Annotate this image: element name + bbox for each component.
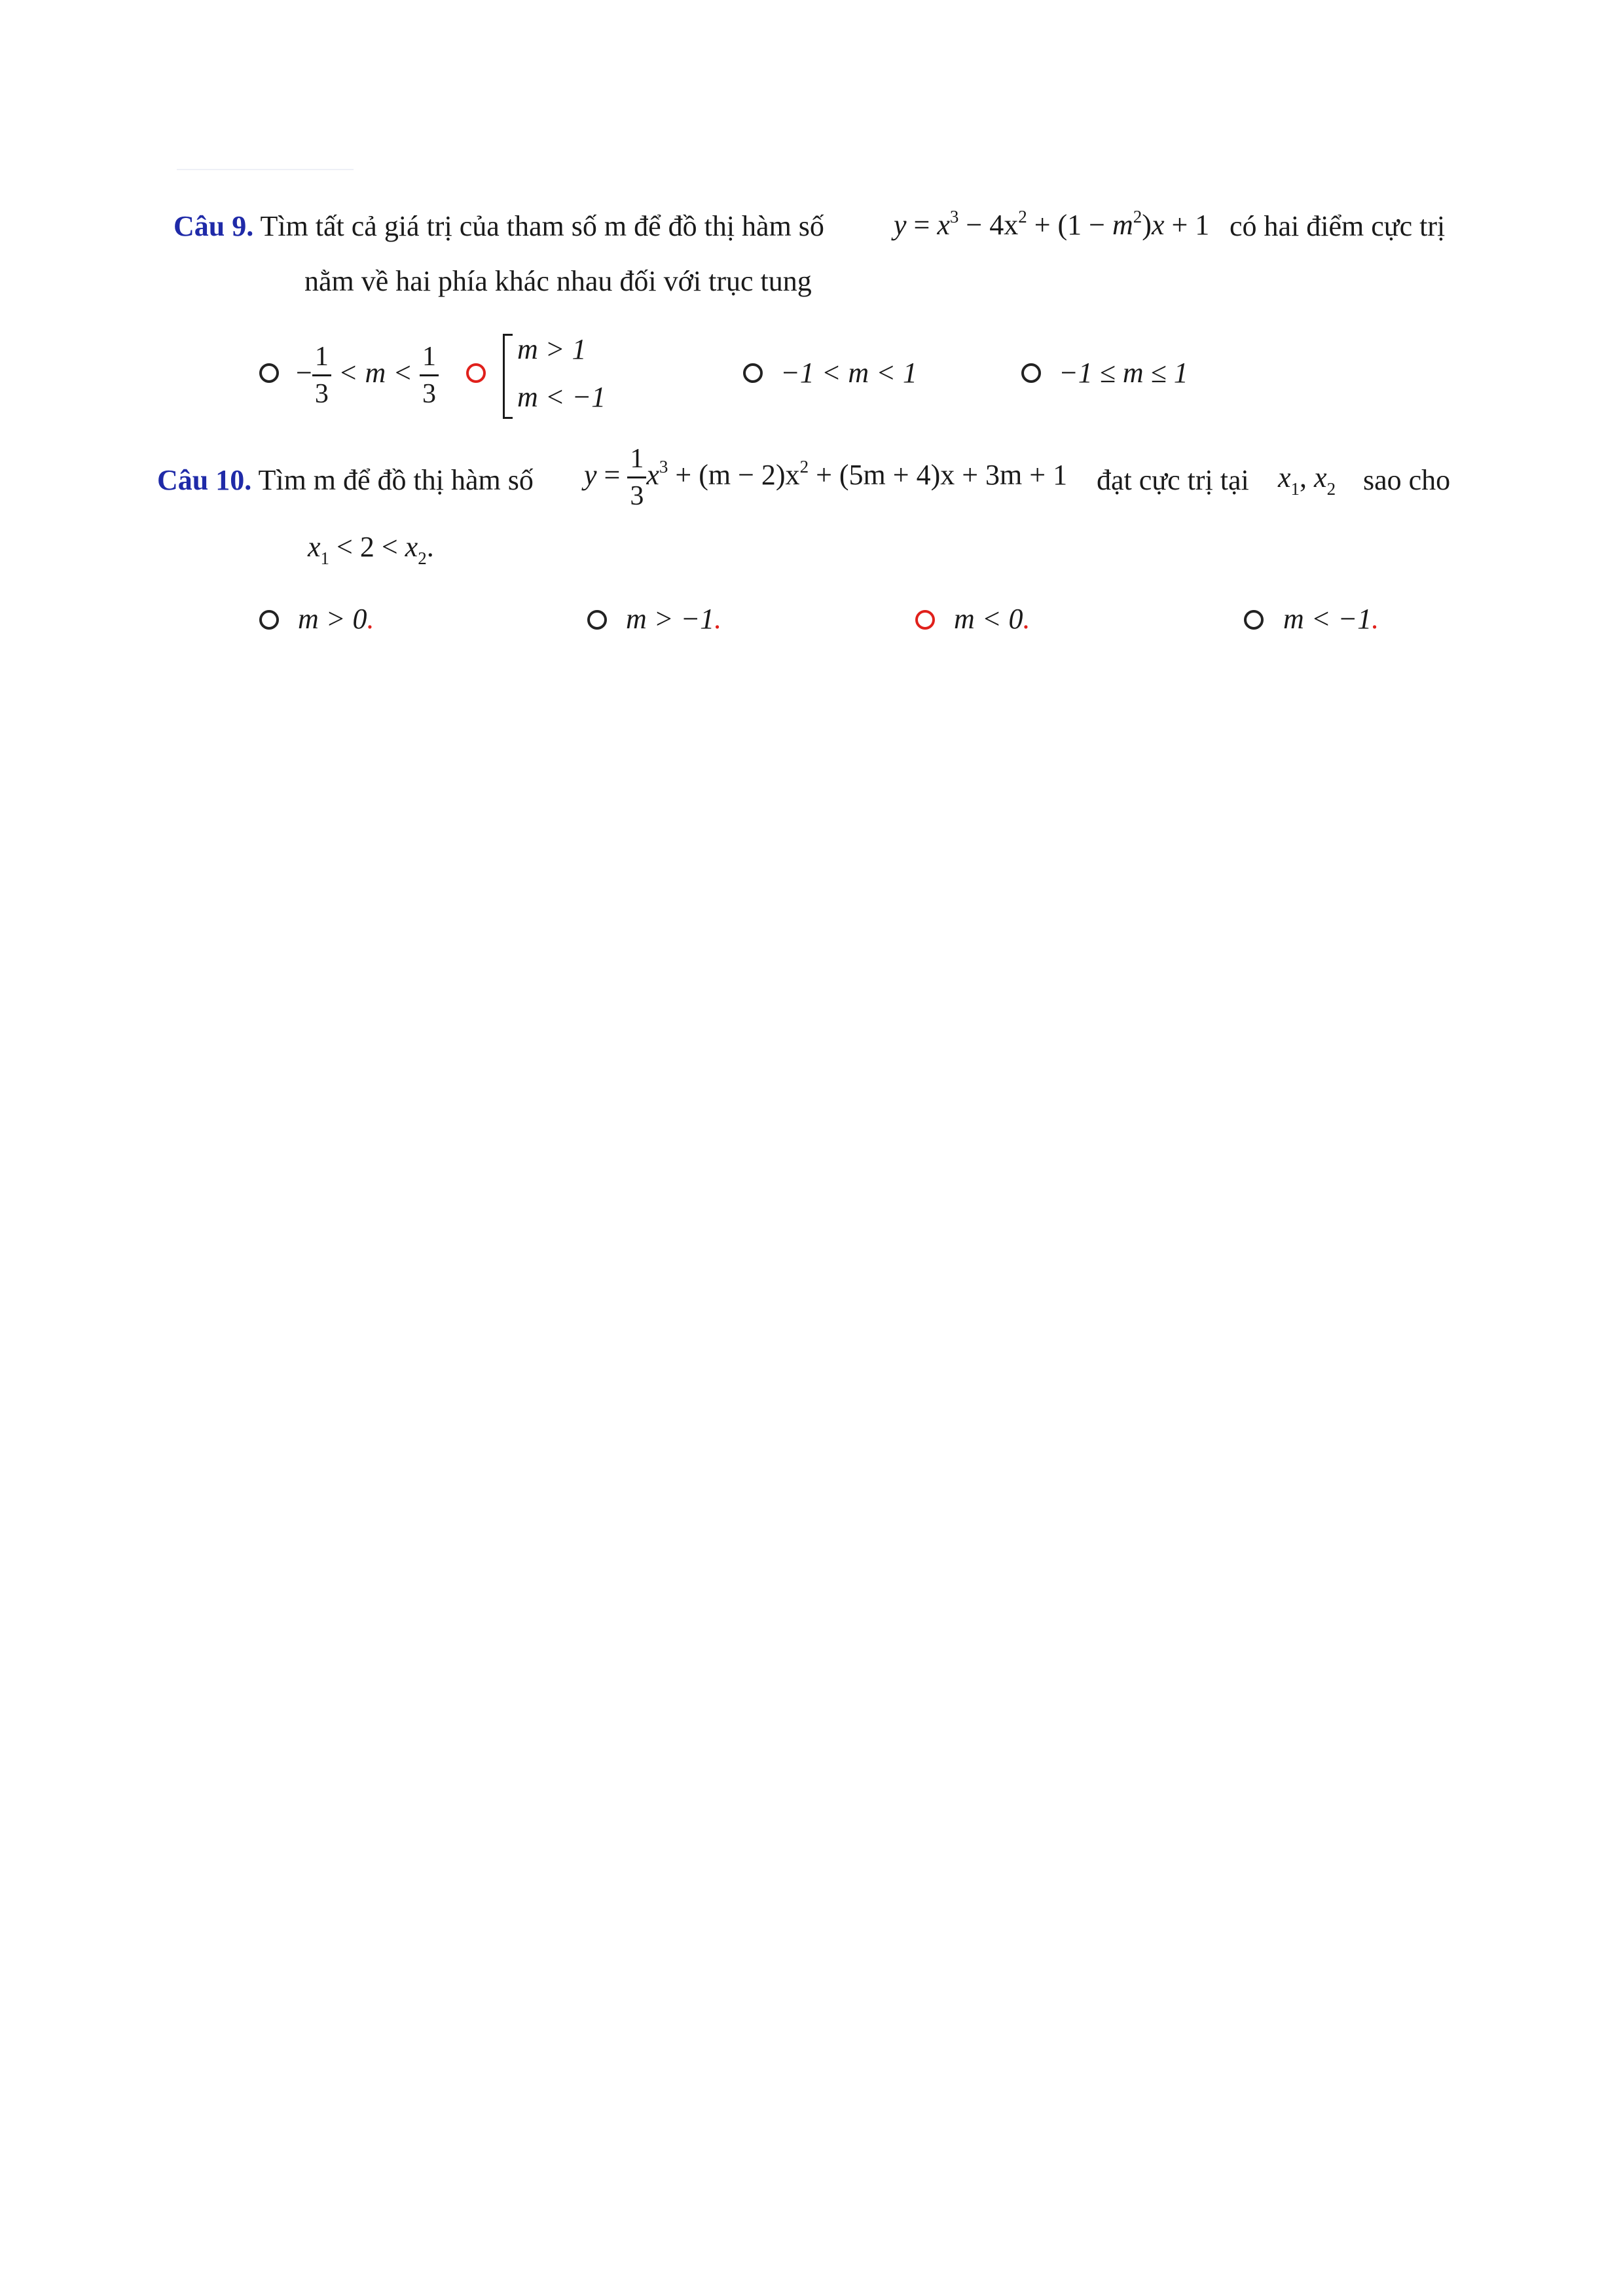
question-9-text: Tìm tất cả giá trị của tham số m để đồ thị hàm số bbox=[260, 210, 824, 242]
question-10-x1x2 bbox=[1278, 461, 1336, 499]
option-text: m < 0 bbox=[954, 603, 1023, 635]
question-10-option-a-radio[interactable] bbox=[259, 610, 279, 630]
fraction-num: 1 bbox=[630, 444, 644, 474]
question-9-option-b-line-2[interactable]: m < −1 bbox=[517, 381, 606, 413]
option-a-mid: < m < bbox=[331, 356, 420, 389]
sub-2: 2 bbox=[1326, 479, 1336, 499]
question-9-option-d[interactable]: −1 ≤ m ≤ 1 bbox=[1059, 357, 1188, 389]
formula-eq: = bbox=[596, 458, 628, 491]
option-a-minus: − bbox=[296, 356, 312, 389]
question-9-line-1 bbox=[173, 212, 824, 241]
formula-exp-2: 2 bbox=[1018, 207, 1027, 226]
question-9-line-2: nằm về hai phía khác nhau đối với trục tung bbox=[304, 265, 812, 297]
formula-plus-open: + (1 − bbox=[1027, 209, 1112, 241]
option-a-fraction-1 bbox=[312, 340, 331, 411]
fraction-den-2: 3 bbox=[422, 379, 436, 410]
question-9-option-d-radio[interactable] bbox=[1021, 363, 1041, 383]
question-10-text-mid: đạt cực trị tại bbox=[1097, 464, 1249, 496]
question-9-option-c-radio[interactable] bbox=[743, 363, 763, 383]
formula-minus-4x: − 4x bbox=[958, 209, 1019, 241]
question-10-option-a[interactable] bbox=[298, 605, 374, 634]
question-9-option-a-radio[interactable] bbox=[259, 363, 279, 383]
option-text: m < −1 bbox=[1283, 603, 1372, 635]
formula-var-y: y bbox=[584, 458, 597, 491]
question-10-option-b-radio[interactable] bbox=[587, 610, 607, 630]
var-x2: x bbox=[405, 531, 418, 563]
question-9-option-b-line-1[interactable]: m > 1 bbox=[517, 333, 587, 365]
question-9-option-b-radio[interactable] bbox=[466, 363, 486, 383]
comma: , bbox=[1300, 461, 1315, 493]
formula-var-y: y bbox=[894, 209, 907, 241]
question-10-option-d-radio[interactable] bbox=[1244, 610, 1264, 630]
option-text: m > −1 bbox=[626, 603, 715, 635]
option-dot: . bbox=[367, 603, 374, 635]
option-dot: . bbox=[714, 603, 722, 635]
formula-var-m: m bbox=[1112, 209, 1133, 241]
formula-var-x: x bbox=[937, 209, 950, 241]
question-10-text-end: sao cho bbox=[1363, 464, 1451, 496]
formula-var-x2: x bbox=[1151, 209, 1165, 241]
formula-exp-3: 3 bbox=[659, 456, 668, 476]
question-10-text: Tìm m để đồ thị hàm số bbox=[258, 464, 534, 496]
question-10-option-c-radio[interactable] bbox=[915, 610, 935, 630]
fraction-bar-2 bbox=[420, 374, 439, 376]
question-9-option-a[interactable] bbox=[296, 340, 439, 411]
sub-1: 1 bbox=[320, 548, 330, 568]
option-dot: . bbox=[1023, 603, 1030, 635]
fraction-num-2: 1 bbox=[422, 342, 436, 372]
question-10-label: Câu 10. bbox=[157, 464, 252, 496]
formula-exp-2: 2 bbox=[799, 456, 809, 476]
fraction-den: 3 bbox=[630, 481, 644, 512]
fraction-bar bbox=[627, 476, 646, 478]
option-text: m > 0 bbox=[298, 603, 367, 635]
question-9-option-c[interactable]: −1 < m < 1 bbox=[780, 357, 917, 389]
option-dot: . bbox=[1372, 603, 1379, 635]
formula-plus-one: + 1 bbox=[1164, 209, 1210, 241]
formula-eq: = bbox=[906, 209, 938, 241]
question-10-formula bbox=[584, 442, 1067, 513]
question-10-line-2 bbox=[308, 531, 434, 568]
sub-2: 2 bbox=[418, 548, 427, 568]
sub-1: 1 bbox=[1290, 479, 1300, 499]
var-x2: x bbox=[1314, 461, 1327, 493]
option-a-fraction-2 bbox=[420, 340, 439, 411]
question-10-line-1 bbox=[157, 466, 534, 495]
question-9-text-end: có hai điểm cực trị bbox=[1230, 210, 1446, 242]
formula-part-2: + (m − 2)x bbox=[668, 458, 800, 491]
line2-mid: < 2 < bbox=[329, 531, 405, 563]
fraction-num: 1 bbox=[314, 342, 329, 372]
formula-fraction bbox=[627, 442, 646, 513]
question-9-formula bbox=[894, 207, 1210, 241]
fraction-bar bbox=[312, 374, 331, 376]
question-10-option-c[interactable] bbox=[954, 605, 1030, 634]
formula-var-x: x bbox=[646, 458, 659, 491]
option-b-bracket bbox=[503, 334, 513, 419]
var-x1: x bbox=[1278, 461, 1291, 493]
header-rule bbox=[177, 169, 354, 170]
question-9-label: Câu 9. bbox=[173, 210, 254, 242]
formula-exp-2b: 2 bbox=[1133, 207, 1142, 226]
formula-close: ) bbox=[1142, 209, 1152, 241]
formula-exp-3: 3 bbox=[949, 207, 959, 226]
line2-end: . bbox=[426, 531, 434, 563]
formula-part-3: + (5m + 4)x + 3m + 1 bbox=[809, 458, 1068, 491]
var-x1: x bbox=[308, 531, 321, 563]
fraction-den: 3 bbox=[314, 379, 329, 410]
question-10-option-d[interactable] bbox=[1283, 605, 1379, 634]
question-10-option-b[interactable] bbox=[626, 605, 721, 634]
